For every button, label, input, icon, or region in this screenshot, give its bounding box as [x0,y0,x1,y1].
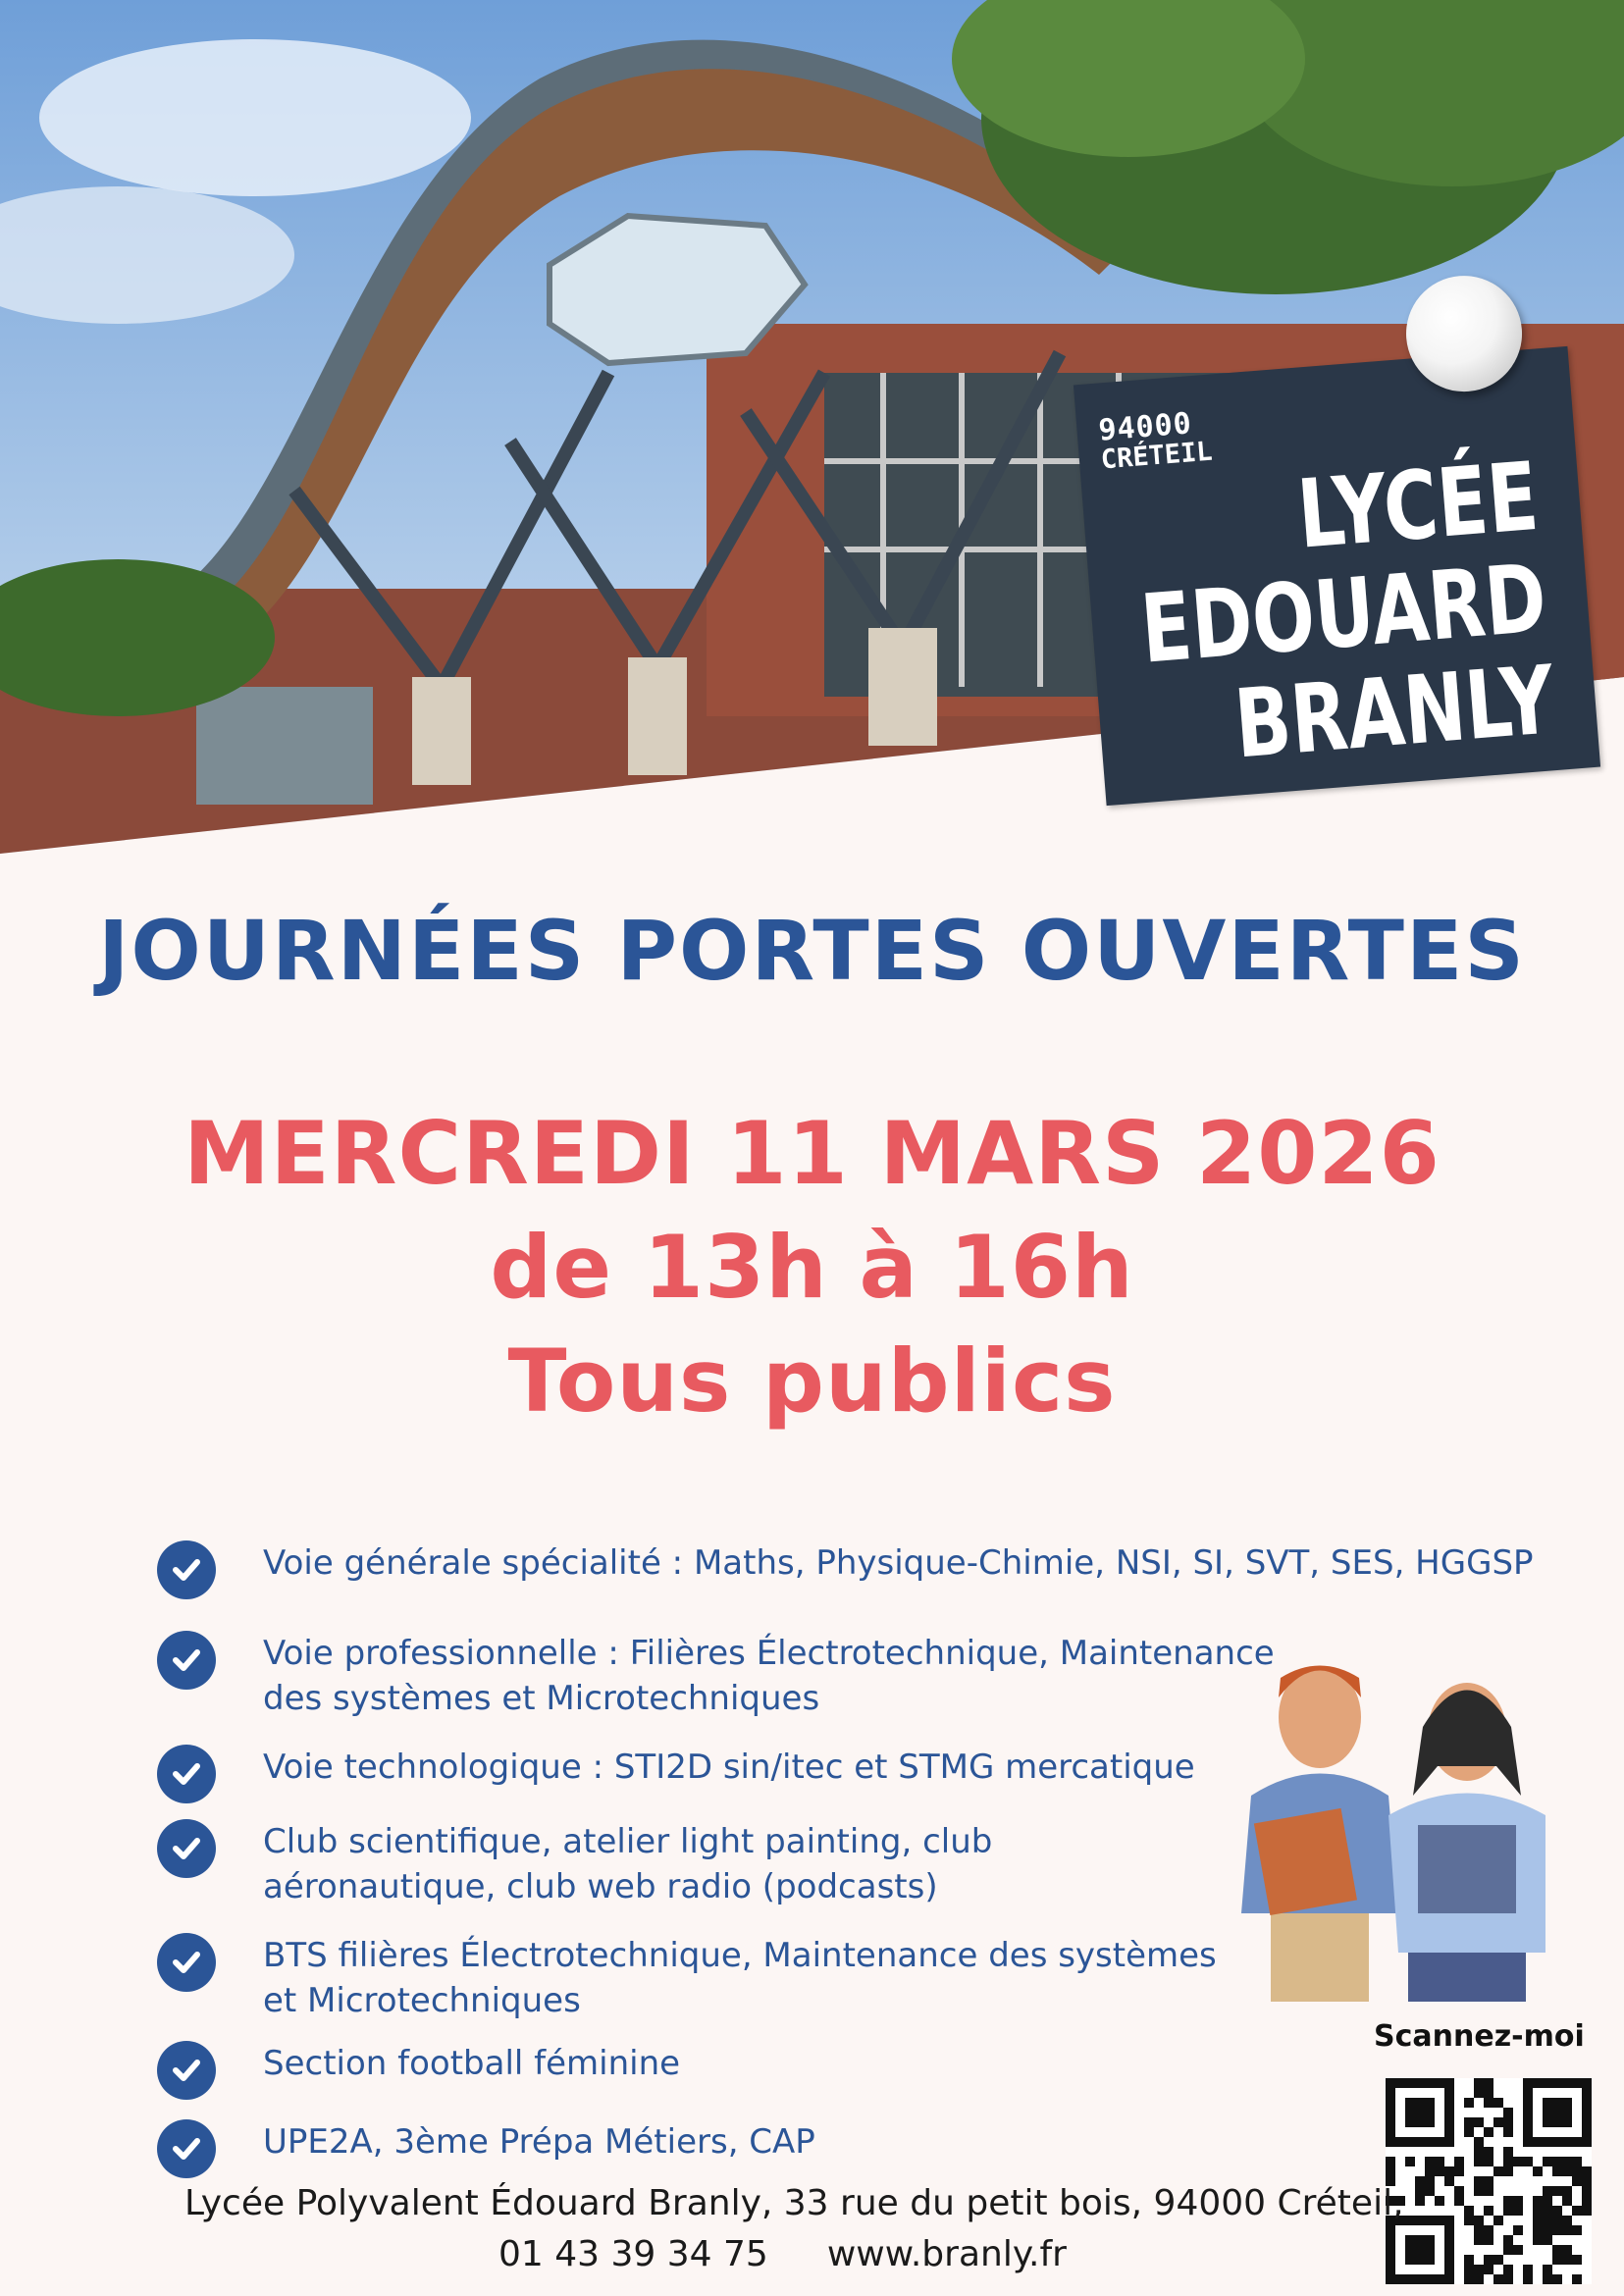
list-item-text: UPE2A, 3ème Prépa Métiers, CAP [263,2122,815,2162]
checkmark-circle-icon [157,1819,216,1878]
list-item [157,2119,815,2178]
list-item-text: Voie professionnelle : Filières Électrotechnique, Maintenance des systèmes et Microtechniques [263,1634,1275,1718]
list-item-text: BTS filières Électrotechnique, Maintenance des systèmes et Microtechniques [263,1936,1217,2020]
list-item-text: Voie technologique : STI2D sin/itec et STMG mercatique [263,1748,1195,1787]
event-date: MERCREDI 11 MARS 2026 [183,1103,1441,1204]
badge-line-1: LYCÉE [1293,441,1543,570]
badge-school-name [1129,441,1558,782]
qr-label: Scannez-moi [1374,2019,1585,2054]
list-item [157,1933,1217,2023]
badge-zip: 94000 [1097,406,1194,448]
badge-city-name: CRÉTEIL [1099,436,1214,476]
footer-address: Lycée Polyvalent Édouard Branly, 33 rue du petit bois, 94000 Créteil, [184,2183,1404,2223]
list-item [157,1540,1534,1599]
list-item [157,1631,1275,1721]
checkmark-circle-icon [157,2119,216,2178]
footer-contact [498,2234,1067,2274]
list-item-text: Voie générale spécialité : Maths, Physique-Chimie, NSI, SI, SVT, SES, HGGSP [263,1543,1534,1583]
students-illustration [1231,1648,1595,2002]
list-item [157,1745,1195,1803]
footer-website[interactable]: www.branly.fr [826,2234,1067,2274]
list-item [157,1819,992,1909]
list-item-text: Club scientifique, atelier light painting, club aéronautique, club web radio (podcasts) [263,1822,993,1906]
qr-code-icon[interactable] [1386,2078,1592,2284]
badge-line-2: EDOUARD [1137,543,1550,685]
checkmark-circle-icon [157,1745,216,1803]
checkmark-circle-icon [157,1540,216,1599]
checkmark-circle-icon [157,1631,216,1690]
event-info [0,1097,1624,1438]
badge-city [1098,408,1214,476]
event-audience: Tous publics [507,1331,1117,1432]
badge-line-3: BRANLY [1231,645,1558,780]
checkmark-circle-icon [157,2041,216,2100]
list-item [157,2041,680,2100]
page-title: JOURNÉES PORTES OUVERTES [98,903,1526,999]
footer-phone: 01 43 39 34 75 [498,2234,768,2274]
list-item-text: Section football féminine [263,2044,681,2083]
checkmark-circle-icon [157,1933,216,1992]
school-badge [1074,346,1600,806]
event-time: de 13h à 16h [490,1217,1134,1318]
